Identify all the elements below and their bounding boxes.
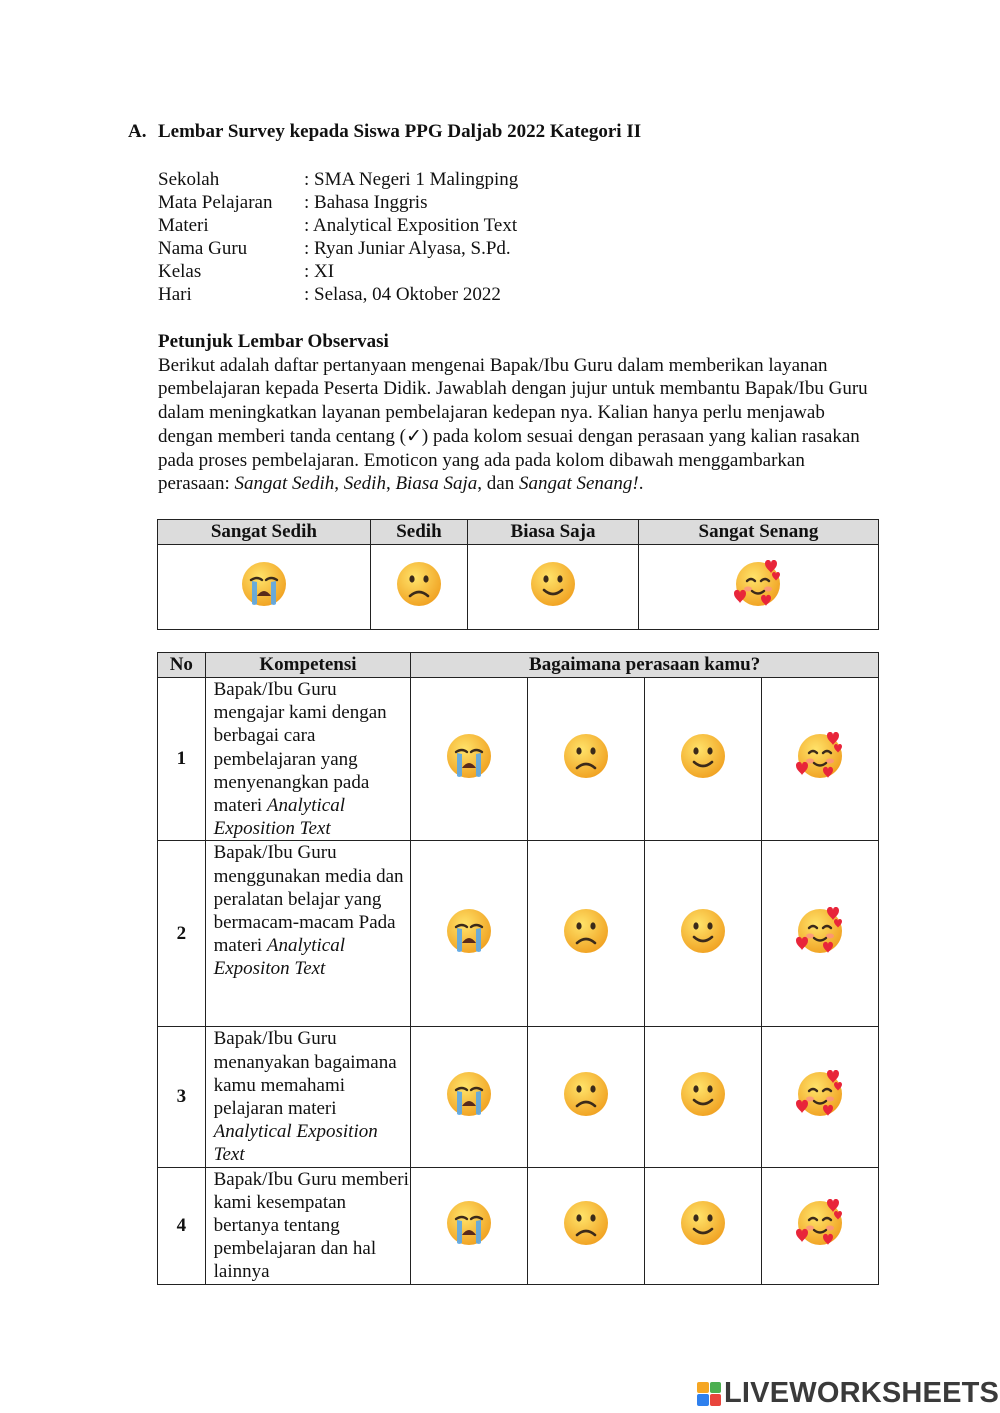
competency-italic: Analytical Exposition Text bbox=[213, 1121, 378, 1166]
info-value: : Selasa, 04 Oktober 2022 bbox=[304, 284, 501, 305]
smiling-face-icon[interactable] bbox=[679, 732, 727, 786]
frowning-face-icon[interactable] bbox=[562, 1199, 610, 1253]
answer-cell-sangat-sedih[interactable] bbox=[411, 1167, 528, 1284]
answer-cell-sedih[interactable] bbox=[528, 841, 645, 1027]
info-label: Kelas bbox=[158, 261, 202, 282]
smiling-face-with-hearts-icon[interactable] bbox=[796, 1070, 844, 1124]
crying-face-icon[interactable] bbox=[445, 1070, 493, 1124]
answer-cell-sangat-sedih[interactable] bbox=[411, 1027, 528, 1167]
legend-cell bbox=[370, 545, 467, 630]
competency-main: Bapak/Ibu Guru menggunakan media dan peralatan belajar yang bermacam-macam Pada materi bbox=[213, 842, 404, 957]
feeling-term: Sedih bbox=[343, 473, 386, 495]
row-number: 4 bbox=[158, 1167, 206, 1284]
legend-header-row bbox=[158, 520, 879, 545]
answer-cell-sangat-senang[interactable] bbox=[762, 1167, 879, 1284]
legend-cell bbox=[158, 545, 371, 630]
separator: , dan bbox=[477, 473, 519, 495]
liveworksheets-logo-icon bbox=[697, 1382, 721, 1406]
survey-row bbox=[158, 841, 879, 1027]
competency-text bbox=[205, 1027, 411, 1167]
info-row bbox=[158, 237, 518, 260]
separator: . bbox=[638, 473, 644, 495]
emoticon-legend-table bbox=[157, 519, 879, 630]
separator: , bbox=[385, 473, 396, 495]
header-kompetensi: Kompetensi bbox=[205, 653, 411, 678]
info-row bbox=[158, 168, 518, 191]
instructions bbox=[158, 330, 878, 496]
answer-cell-biasa-saja[interactable] bbox=[645, 678, 762, 841]
liveworksheets-brand bbox=[697, 1377, 999, 1410]
survey-row bbox=[158, 678, 879, 841]
header-no: No bbox=[158, 653, 206, 678]
info-label: Materi bbox=[158, 215, 209, 236]
competency-main: Bapak/Ibu Guru menanyakan bagaimana kamu memahami pelajaran materi bbox=[213, 1028, 397, 1120]
section-title-text: Lembar Survey kepada Siswa PPG Daljab 2022 Kategori II bbox=[158, 121, 642, 142]
info-label: Nama Guru bbox=[158, 238, 248, 259]
survey-table bbox=[157, 652, 879, 1285]
info-row bbox=[158, 191, 518, 214]
legend-header: Sangat Sedih bbox=[158, 520, 371, 545]
info-row bbox=[158, 214, 518, 237]
competency-main: Bapak/Ibu Guru mengajar kami dengan berbagai cara pembelajaran yang menyenangkan pada materi bbox=[213, 679, 387, 817]
info-label: Sekolah bbox=[158, 169, 220, 190]
answer-cell-sedih[interactable] bbox=[528, 1027, 645, 1167]
legend-header: Sangat Senang bbox=[638, 520, 878, 545]
survey-row bbox=[158, 1167, 879, 1284]
answer-cell-sedih[interactable] bbox=[528, 1167, 645, 1284]
survey-header-row bbox=[158, 653, 879, 678]
legend-cell bbox=[638, 545, 878, 630]
answer-cell-sangat-sedih[interactable] bbox=[411, 678, 528, 841]
legend-icon-row bbox=[158, 545, 879, 630]
frowning-face-icon[interactable] bbox=[562, 1070, 610, 1124]
answer-cell-biasa-saja[interactable] bbox=[645, 841, 762, 1027]
info-value: : Bahasa Inggris bbox=[304, 192, 428, 213]
crying-face-icon[interactable] bbox=[445, 907, 493, 961]
legend-header: Sedih bbox=[370, 520, 467, 545]
section-title bbox=[128, 121, 641, 143]
competency-italic: Analytical Expositon Text bbox=[213, 935, 345, 980]
instructions-title: Petunjuk Lembar Observasi bbox=[158, 331, 389, 352]
row-number: 2 bbox=[158, 841, 206, 1027]
competency-text bbox=[205, 1167, 411, 1284]
info-row bbox=[158, 260, 518, 283]
brand-name: LIVEWORKSHEETS bbox=[724, 1377, 1000, 1409]
answer-cell-sangat-senang[interactable] bbox=[762, 1027, 879, 1167]
info-value: : XI bbox=[304, 261, 335, 282]
row-number: 3 bbox=[158, 1027, 206, 1167]
crying-face-icon[interactable] bbox=[445, 732, 493, 786]
smiling-face-icon[interactable] bbox=[679, 1070, 727, 1124]
separator: , bbox=[334, 473, 344, 495]
feeling-term: Sangat Sedih bbox=[234, 473, 335, 495]
answer-cell-biasa-saja[interactable] bbox=[645, 1027, 762, 1167]
info-value: : Analytical Exposition Text bbox=[304, 215, 518, 236]
frowning-face-icon[interactable] bbox=[562, 907, 610, 961]
crying-face-icon bbox=[240, 560, 288, 614]
smiling-face-with-hearts-icon bbox=[734, 560, 782, 614]
info-label: Mata Pelajaran bbox=[158, 192, 273, 213]
answer-cell-sangat-senang[interactable] bbox=[762, 841, 879, 1027]
smiling-face-icon[interactable] bbox=[679, 1199, 727, 1253]
section-letter: A. bbox=[128, 121, 147, 142]
legend-cell bbox=[468, 545, 639, 630]
info-value: : SMA Negeri 1 Malingping bbox=[304, 169, 519, 190]
answer-cell-sangat-sedih[interactable] bbox=[411, 841, 528, 1027]
legend-header: Biasa Saja bbox=[468, 520, 639, 545]
smiling-face-with-hearts-icon[interactable] bbox=[796, 732, 844, 786]
smiling-face-icon[interactable] bbox=[679, 907, 727, 961]
smiling-face-with-hearts-icon[interactable] bbox=[796, 907, 844, 961]
feeling-term: Biasa Saja bbox=[395, 473, 478, 495]
info-value: : Ryan Juniar Alyasa, S.Pd. bbox=[304, 238, 511, 259]
answer-cell-biasa-saja[interactable] bbox=[645, 1167, 762, 1284]
frowning-face-icon[interactable] bbox=[562, 732, 610, 786]
instructions-body bbox=[158, 354, 878, 496]
instructions-text: Berikut adalah daftar pertanyaan mengenai Bapak/Ibu Guru dalam memberikan layanan pembelajaran kepada Peserta Didik. Jawablah dengan jujur untuk membantu Bapak/Ibu Guru dalam meningkatkan layanan pembelajaran kedepan nya. Kalian hanya perlu menjawab dengan memberi tanda centang (✓) pada kolom sesuai dengan perasaan yang kalian rasakan pada proses pembelajaran. Emoticon yang ada pada kolom dibawah menggambarkan perasaan: bbox=[158, 354, 868, 495]
competency-text bbox=[205, 678, 411, 841]
answer-cell-sedih[interactable] bbox=[528, 678, 645, 841]
answer-cell-sangat-senang[interactable] bbox=[762, 678, 879, 841]
info-label: Hari bbox=[158, 284, 192, 305]
competency-italic: Analytical Exposition Text bbox=[213, 795, 345, 840]
competency-text bbox=[205, 841, 411, 1027]
frowning-face-icon bbox=[395, 560, 443, 614]
info-row bbox=[158, 283, 518, 306]
feeling-term: Sangat Senang! bbox=[518, 473, 639, 495]
smiling-face-with-hearts-icon[interactable] bbox=[796, 1199, 844, 1253]
row-number: 1 bbox=[158, 678, 206, 841]
smiling-face-icon bbox=[529, 560, 577, 614]
header-feeling: Bagaimana perasaan kamu? bbox=[411, 653, 879, 678]
survey-row bbox=[158, 1027, 879, 1167]
crying-face-icon[interactable] bbox=[445, 1199, 493, 1253]
competency-main: Bapak/Ibu Guru memberi kami kesempatan bertanya tentang pembelajaran dan hal lainnya bbox=[213, 1168, 409, 1283]
info-block bbox=[158, 168, 518, 306]
